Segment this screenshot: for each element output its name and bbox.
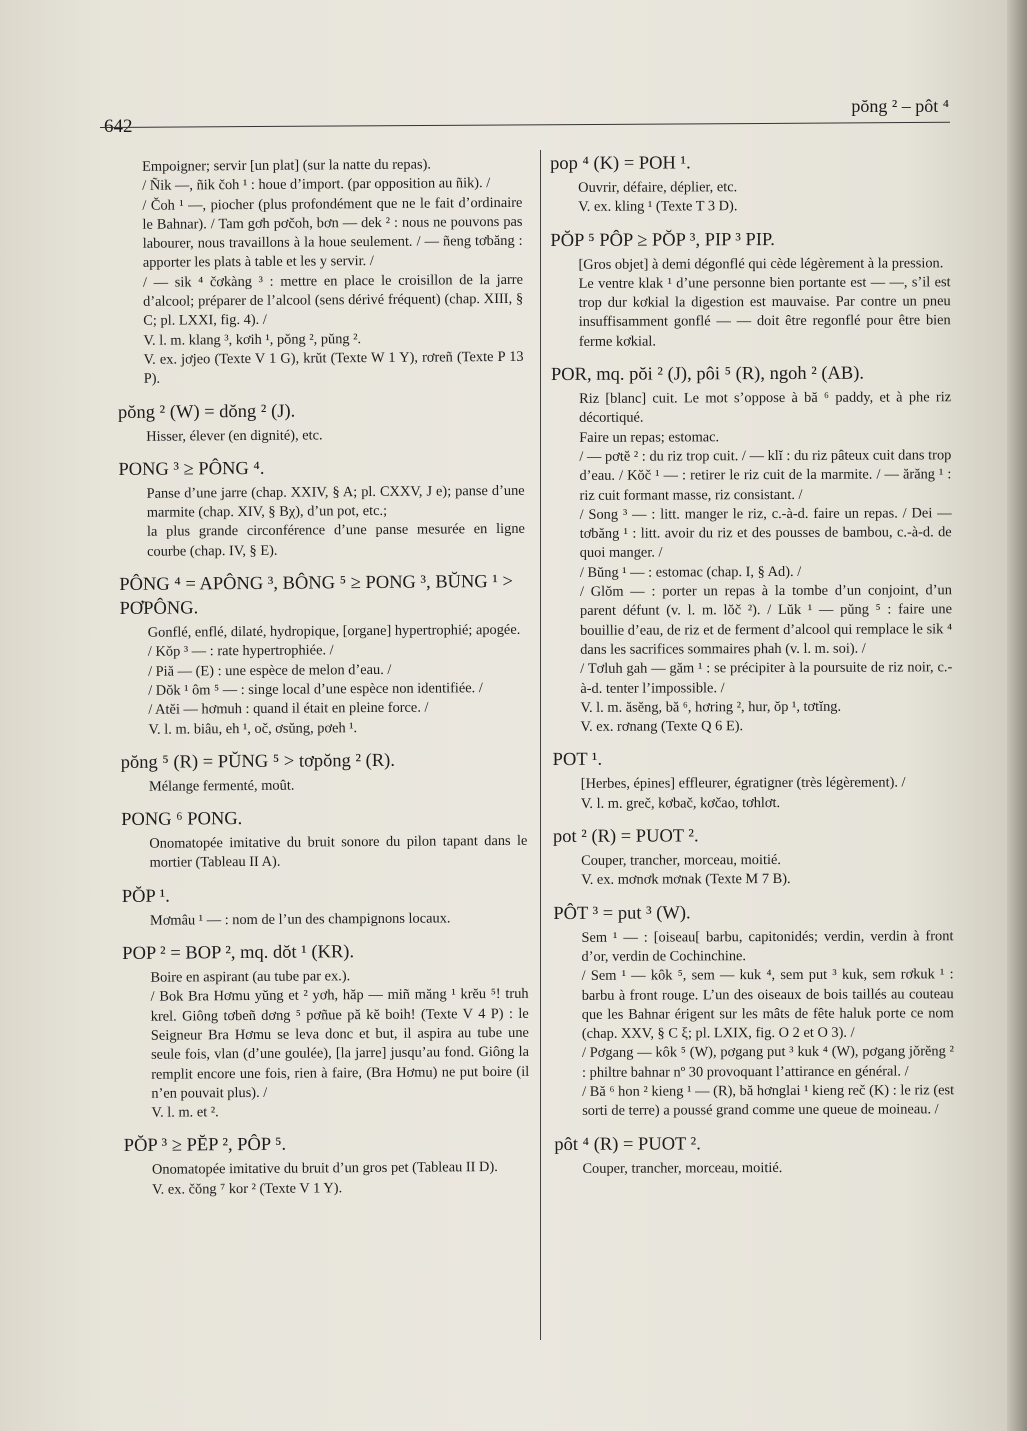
entry-headword: PŎP ³ ≥ PĔP ², PÔP ⁵. [123,1135,287,1157]
entry-line: / Piă — (E) : une espèce de melon d’eau. / [147,661,392,680]
entry-line: / Tơluh gah — găm ¹ : se précipiter à la poursuite de riz noir, c.-à-d. tenter l’impossible. / [580,659,953,697]
entry-line: V. l. m. klang ³, kơih ¹, pŏng ², pŭng ². [143,330,362,349]
left-entries [118,397,530,1200]
entry-body [122,909,528,931]
entry-line: V. ex. rơnang (Texte Q 6 E). [580,718,744,735]
right-column [550,148,955,1190]
entry-headword: pot ² (R) = PUOT ². [552,826,699,848]
entry-line: / Atĕi — hơmuh : quand il était en pleine force. / [148,699,429,718]
entry-body [120,621,527,740]
entry-line: [Gros objet] à demi dégonflé qui cède légèrement à la pression. [578,254,944,273]
entry-headword: POR, mq. pŏi ² (J), pôi ⁵ (R), ngoh ² (AB). [550,363,865,386]
entry-line: la plus grande circonférence d’une panse mesurée en ligne courbe (chap. IV, § E). [146,521,525,560]
entry-line: / Pơgang — kôk ⁵ (W), pơgang put ³ kuk ⁴ (W), pơgang jŏrĕng ² : philtre bahnar nº 30 provoquant l’attirance en général. / [581,1043,954,1081]
entry-headword: pop ⁴ (K) = POH ¹. [550,153,691,174]
entry-headword: PONG ⁶ PONG. [121,809,243,831]
entry-body [122,966,529,1124]
entry-body [553,850,953,890]
entry-line: / Sem ¹ — kôk ⁵, sem — kuk ⁴, sem put ³ kuk, sem rơkuk ¹ : barbu à front rouge. L’un des oiseaux de bois taillés au couteau que les Bahnar érigent sur les mâts de fête haluk porte ce nom (chap. XXV, § C ξ; pl. LXIX, fig. O 2 et O 3). / [581,966,954,1042]
entry-body [124,1158,530,1200]
entry-headword: PÔT ³ = put ³ (W). [553,903,691,924]
entry-line: Riz [blanc] cuit. Le mot s’oppose à bă ⁶ paddy, et à phe riz décortiqué. [579,389,952,427]
entry-line: / Ñik —, ñik čoh ¹ : houe d’import. (par opposition au ñik). / [142,175,491,195]
entry-headword: PÔNG ⁴ = APÔNG ³, BÔNG ⁵ ≥ PONG ³, BŬNG ¹ > PƠPÔNG. [119,571,514,620]
entry-line: Faire un repas; estomac. [579,428,720,446]
entry-body [551,388,953,737]
entry-line: V. ex. jơjeo (Texte V 1 G), krŭt (Texte W 1 Y), rơreñ (Texte P 13 P). [143,348,524,388]
dictionary-entry [118,397,524,446]
entry-line: / Song ³ — : litt. manger le riz, c.-à-d. faire un repas. / Dei — tơbăng ¹ : litt. avoir du riz et des pousses de bambou, c.-à-d. de quoi manger. / [579,505,952,562]
entry-line: / Bok Bra Hơmu yŭng et ² yơh, hăp — miñ măng ¹ krĕu ⁵! truh krel. Giông tơbeñ dơng ⁵ pơñue pă kĕ boih! (Texte V 4 P) : le Seigneur Bra Hơmu se leva donc et but, il aspira au tube une seule fois, vlan (d’une goulée), [la jarre] jusqu’au fond. Giông la remplit encore une fois, rien à faire, (Bra Hơmu) ne put boire (il n’en pouvait plus). / [150,986,530,1102]
entry-line: Onomatopée imitative du bruit sonore du pilon tapant dans le mortier (Tableau II A). [149,832,528,872]
dictionary-entry [550,227,951,352]
entry-line: / Čoh ¹ —, piocher (plus profondément que ne le fait d’ordinaire le Bahnar). / Tam gơh pơčoh, bơn — dek ² : nous ne pouvons pas labourer, nous travaillons à la houe seulement. / — ñeng tơbăng : apporter les plats à table et les y servir. / [142,194,523,272]
entry-line: Couper, trancher, morceau, moitié. [581,852,781,869]
dictionary-entry [121,748,527,797]
column-divider [540,150,541,1340]
entry-body [553,927,954,1122]
right-entries [550,150,954,1179]
left-column [116,155,530,1211]
entry-line: Sem ¹ — : [oiseau[ barbu, capitonidés; verdin, verdin à front d’or, verdin de Cochinchine. [581,927,954,965]
entry-line: / Kŏp ³ — : rate hypertrophiée. / [147,642,334,661]
header-rule [100,122,950,128]
entry-line: Le ventre klak ¹ d’une personne bien portante est — —, s’il est trop dur kơkial la digestion est mauvaise. Par contre un pneu insuffisamment gonflé — — doit être regonflé pour être bien ferme kơkial. [578,274,951,350]
entry-line: V. ex. čŏng ⁷ kor ² (Texte V 1 Y). [152,1179,343,1198]
dictionary-entry [553,900,954,1122]
entry-body [554,1158,954,1179]
entry-line: V. ex. kling ¹ (Texte T 3 D). [578,198,738,216]
dictionary-entry [124,1131,531,1200]
entry-body [121,775,527,797]
entry-line: Ouvrir, défaire, déplier, etc. [578,179,738,196]
entry-body [550,254,950,352]
dictionary-entry [554,1131,954,1179]
entry-headword: PŎP ¹. [121,886,170,907]
entry-line: V. l. m. biâu, eh ¹, oč, ơsŭng, pơeh ¹. [148,719,358,738]
entry-line: Mélange fermenté, moût. [148,777,295,795]
dictionary-entry [551,361,953,737]
entry-line: Onomatopée imitative du bruit d’un gros pet (Tableau II D). [151,1159,498,1179]
dictionary-entry [553,747,953,814]
entry-body [118,424,524,446]
entry-line: Boire en aspirant (au tube par ex.). [150,968,351,986]
continued-entry [116,155,524,390]
entry-headword: POP ² = BOP ², mq. dŏt ¹ (KR). [122,942,355,964]
dictionary-entry [122,939,529,1124]
entry-line: Gonflé, enflé, dilaté, hydropique, [organe] hypertrophié; apogée. [147,621,521,641]
dictionary-entry [122,882,528,931]
entry-line: Panse d’une jarre (chap. XXIV, § A; pl. CXXV, J e); panse d’une marmite (chap. XIV, § Bχ), d’un pot, etc.; [146,482,525,521]
page-number: 642 [104,116,133,137]
entry-headword: PONG ³ ≥ PÔNG ⁴. [118,458,265,480]
entry-line: Empoigner; servir [un plat] (sur la natte du repas). [142,156,432,175]
entry-line: V. ex. mơnơk mơnak (Texte M 7 B). [581,871,791,889]
entry-line: V. l. m. grеč, kơbač, kơčao, tơhlơt. [580,794,781,812]
entry-line: Hisser, élever (en dignité), etc. [146,426,323,445]
entry-line: / — pơtĕ ² : du riz trop cuit. / — klĭ : du riz pâteux cuit dans trop d’eau. / Kŏč ¹ — : retirer le riz cuit de la marmite. / — ărăng ¹ : riz cuit formant masse, riz consistant. / [579,447,952,504]
entry-line: [Herbes, épines] effleurer, égratigner (très légèrement). / [580,774,906,793]
running-head: pŏng ² – pôt ⁴ [851,96,949,116]
dictionary-entry [118,455,525,562]
entry-line: / Dŏk ¹ ôm ⁵ — : singe local d’une espèce non identifiée. / [148,680,483,699]
dictionary-entry [553,823,953,890]
dictionary-entry [550,150,950,217]
entry-body [119,482,526,562]
entry-line: / Glŏm — : porter un repas à la tombe d’un conjoint, d’un parent défunt (v. l. m. lŏč ²). / Lŭk ¹ — pŭng ⁵ : faire une bouillie d’eau, de riz et de ferment d’alcool qui remplace le sik ⁴ dans les sacrifices sommaires phah (v. l. m. soi). / [579,582,953,658]
entry-line: / Bă ⁶ hon ² kieng ¹ — (R), bă hơnglai ¹ kieng reč (K) : le riz (est sorti de terre) a poussé grand comme une queue de moineau. / [582,1082,955,1120]
entry-headword: PŎP ⁵ PÔP ≥ PŎP ³, PIP ³ PIP. [550,229,775,251]
entry-headword: pŏng ⁵ (R) = PŬNG ⁵ > tơpŏng ² (R). [120,750,396,773]
entry-line: V. l. m. et ². [151,1104,219,1121]
entry-line: / — sik ⁴ čơkàng ³ : mettre en place le croisillon de la jarre d’alcool; préparer de l’alcool (sens dérivé fréquent) (chap. XIII, § C; pl. LXXI, fig. 4). / [142,271,524,330]
dictionary-entry [119,570,526,740]
entry-headword: POT ¹. [552,750,603,771]
entry-headword: pŏng ² (W) = dŏng ² (J). [117,401,296,423]
entry-body [553,774,953,814]
page-edge-shadow [1007,0,1027,1431]
dictionary-entry [121,805,528,874]
entry-line: V. l. m. ăsĕng, bă ⁶, hơring ², hur, ŏp ¹, tơtĭng. [580,698,842,716]
entry-line: / Bŭng ¹ — : estomac (chap. I, § Ad). / [579,563,802,581]
entry-body [550,177,950,217]
entry-body [121,832,527,874]
entry-line: Mơmâu ¹ — : nom de l’un des champignons locaux. [149,910,451,929]
entry-line: Couper, trancher, morceau, moitié. [582,1159,783,1177]
entry-headword: pôt ⁴ (R) = PUOT ². [554,1133,701,1155]
